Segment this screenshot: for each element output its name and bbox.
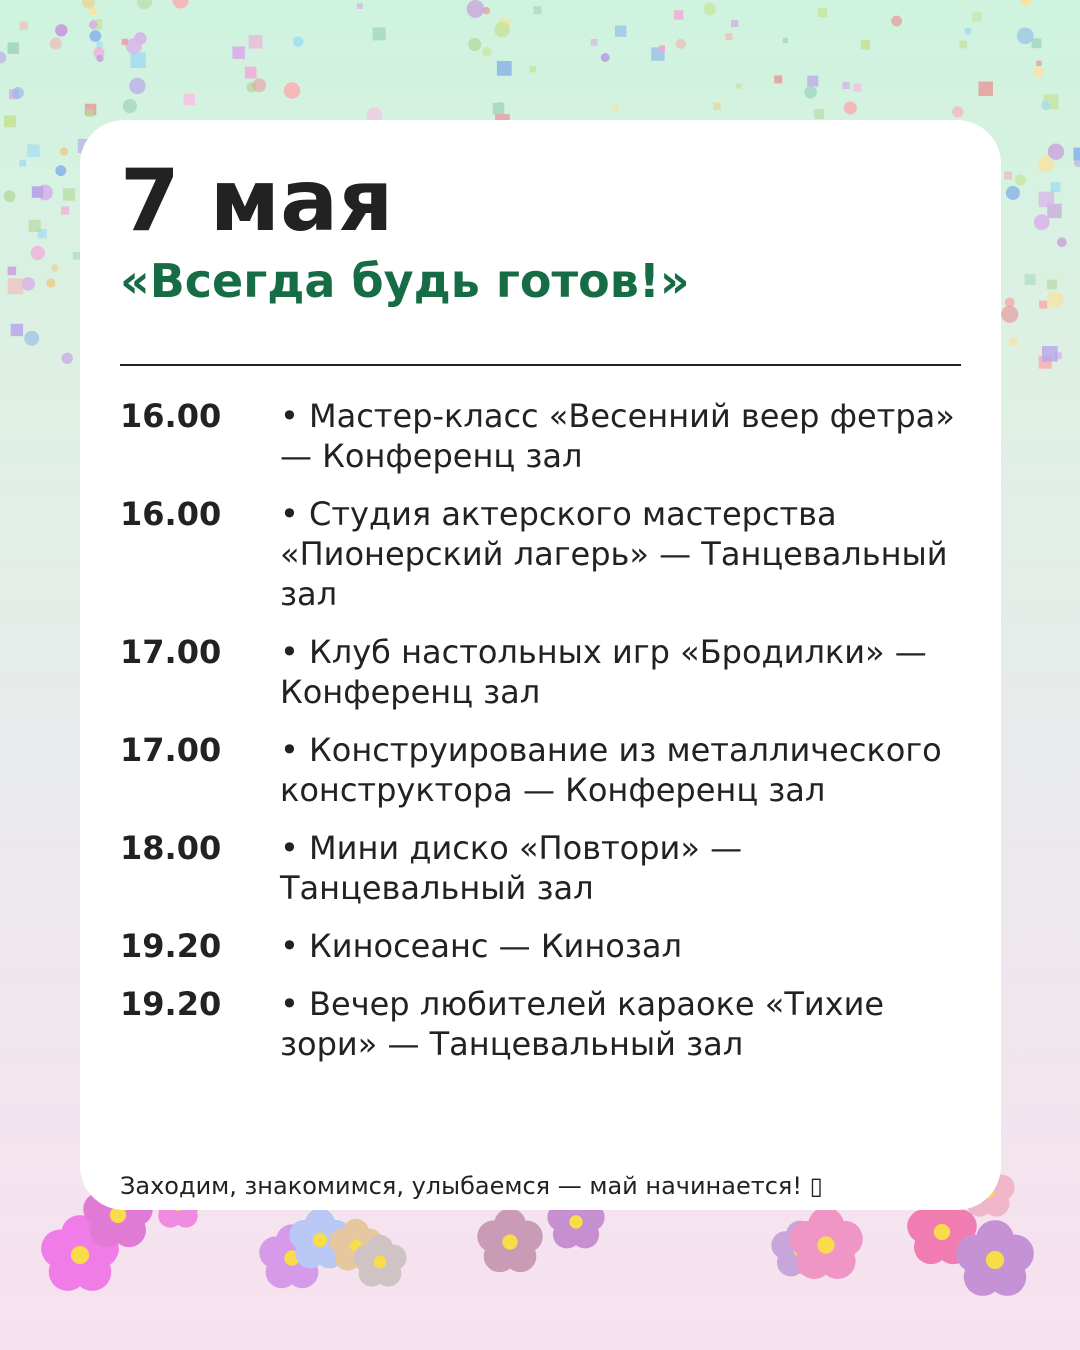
confetti-dot — [482, 47, 492, 57]
confetti-dot — [252, 78, 266, 92]
confetti-dot — [1046, 291, 1063, 308]
confetti-square — [774, 75, 782, 83]
confetti-square — [530, 66, 536, 72]
confetti-dot — [1041, 101, 1051, 111]
schedule-time: 19.20 — [120, 927, 222, 965]
confetti-square — [19, 160, 26, 167]
confetti-square — [1073, 148, 1080, 161]
confetti-square — [783, 38, 788, 43]
confetti-square — [1042, 346, 1058, 362]
confetti-square — [1004, 172, 1012, 180]
confetti-dot — [891, 16, 902, 27]
confetti-square — [853, 84, 861, 92]
confetti-dot — [1017, 27, 1034, 44]
schedule-event: • Студия актерского мастерства «Пионерский лагерь» — Танцевальный зал — [280, 495, 948, 613]
confetti-square — [32, 186, 44, 198]
confetti-square — [814, 109, 824, 119]
schedule-event: • Клуб настольных игр «Бродилки» — Конференц зал — [280, 633, 927, 711]
confetti-dot — [1001, 306, 1018, 323]
confetti-dot — [129, 78, 145, 94]
confetti-square — [249, 35, 263, 49]
confetti-dot — [1021, 0, 1031, 5]
confetti-dot — [601, 53, 610, 62]
confetti-dot — [82, 0, 95, 9]
confetti-square — [1051, 182, 1061, 192]
confetti-square — [357, 3, 363, 9]
confetti-dot — [804, 86, 817, 99]
schedule-event: • Мастер-класс «Весенний веер фетра» — Конференц зал — [280, 397, 955, 475]
confetti-dot — [952, 106, 963, 117]
confetti-square — [497, 102, 503, 108]
confetti-square — [978, 82, 993, 97]
confetti-dot — [468, 38, 481, 51]
confetti-dot — [55, 165, 66, 176]
schedule-row — [120, 984, 965, 1064]
schedule-time: 17.00 — [120, 731, 222, 769]
confetti-square — [1039, 192, 1054, 207]
confetti-square — [1036, 61, 1041, 66]
confetti-square — [726, 33, 733, 40]
confetti-square — [674, 10, 683, 19]
confetti-square — [1047, 280, 1057, 290]
footer-note: Заходим, знакомимся, улыбаемся — май начинается! ▯ — [120, 1172, 823, 1200]
confetti-square — [86, 109, 94, 117]
confetti-square — [972, 12, 981, 21]
confetti-dot — [134, 32, 147, 45]
confetti-dot — [89, 21, 97, 29]
confetti-dot — [89, 30, 101, 42]
schedule-card — [80, 120, 1001, 1210]
schedule-row — [120, 730, 965, 810]
confetti-square — [842, 82, 849, 89]
confetti-square — [659, 45, 665, 51]
confetti-square — [4, 115, 16, 127]
confetti-dot — [612, 104, 619, 111]
confetti-square — [818, 8, 827, 17]
confetti-dot — [1015, 175, 1026, 186]
confetti-dot — [0, 51, 6, 63]
confetti-square — [245, 67, 257, 79]
schedule-row — [120, 632, 965, 712]
confetti-square — [1032, 38, 1042, 48]
confetti-square — [731, 20, 738, 27]
confetti-square — [130, 52, 146, 68]
confetti-square — [184, 94, 195, 105]
confetti-square — [736, 83, 741, 88]
confetti-dot — [704, 3, 716, 15]
confetti-dot — [22, 277, 35, 290]
confetti-dot — [51, 264, 58, 271]
confetti-square — [61, 206, 69, 214]
confetti-dot — [676, 39, 686, 49]
confetti-dot — [123, 99, 137, 113]
confetti-dot — [293, 36, 304, 47]
schedule-event: • Вечер любителей караоке «Тихие зори» — Танцевальный зал — [280, 985, 885, 1063]
confetti-square — [97, 42, 103, 48]
event-subtitle: «Всегда будь готов!» — [120, 254, 690, 308]
confetti-square — [27, 144, 40, 157]
confetti-square — [122, 39, 128, 45]
confetti-dot — [1006, 186, 1020, 200]
confetti-square — [534, 6, 542, 14]
schedule-time: 18.00 — [120, 829, 222, 867]
confetti-dot — [12, 87, 24, 99]
confetti-square — [1039, 301, 1047, 309]
confetti-dot — [494, 22, 510, 38]
schedule-row — [120, 828, 965, 908]
confetti-square — [497, 61, 512, 76]
confetti-dot — [1057, 237, 1067, 247]
confetti-dot — [1033, 67, 1044, 78]
confetti-square — [713, 103, 721, 111]
confetti-dot — [55, 24, 67, 36]
confetti-dot — [62, 353, 73, 364]
confetti-dot — [46, 278, 55, 287]
confetti-square — [63, 188, 75, 200]
confetti-dot — [96, 55, 103, 62]
confetti-square — [861, 40, 870, 49]
confetti-dot — [1038, 156, 1054, 172]
confetti-dot — [137, 0, 152, 9]
schedule-time: 19.20 — [120, 985, 222, 1023]
confetti-square — [20, 22, 28, 30]
schedule-event: • Мини диско «Повтори» — Танцевальный зал — [280, 829, 743, 907]
confetti-dot — [964, 28, 971, 35]
confetti-dot — [467, 0, 485, 18]
confetti-square — [807, 76, 818, 87]
confetti-square — [959, 41, 967, 49]
flower-icon — [477, 1208, 542, 1272]
confetti-dot — [60, 148, 68, 156]
confetti-square — [8, 267, 17, 276]
schedule-list — [120, 396, 965, 1082]
date-title: 7 мая — [120, 151, 394, 251]
confetti-dot — [844, 101, 857, 114]
confetti-square — [1025, 274, 1036, 285]
confetti-square — [591, 39, 598, 46]
confetti-square — [232, 46, 245, 59]
confetti-square — [29, 220, 41, 232]
confetti-dot — [284, 82, 300, 98]
confetti-square — [90, 8, 97, 15]
confetti-square — [8, 278, 24, 294]
schedule-row — [120, 494, 965, 614]
confetti-square — [615, 25, 626, 36]
confetti-dot — [50, 37, 62, 49]
divider — [120, 364, 961, 366]
schedule-time: 16.00 — [120, 495, 222, 533]
confetti-square — [11, 324, 23, 336]
confetti-square — [8, 42, 19, 53]
confetti-dot — [24, 331, 39, 346]
schedule-row — [120, 926, 965, 966]
confetti-square — [1010, 338, 1017, 345]
schedule-time: 17.00 — [120, 633, 222, 671]
flower-icon — [789, 1207, 863, 1279]
schedule-time: 16.00 — [120, 397, 222, 435]
confetti-square — [373, 27, 386, 40]
schedule-event: • Конструирование из металлического конструктора — Конференц зал — [280, 731, 942, 809]
confetti-dot — [172, 0, 188, 8]
schedule-row — [120, 396, 965, 476]
confetti-dot — [4, 190, 16, 202]
schedule-event: • Киносеанс — Кинозал — [280, 927, 682, 965]
confetti-dot — [30, 246, 44, 260]
